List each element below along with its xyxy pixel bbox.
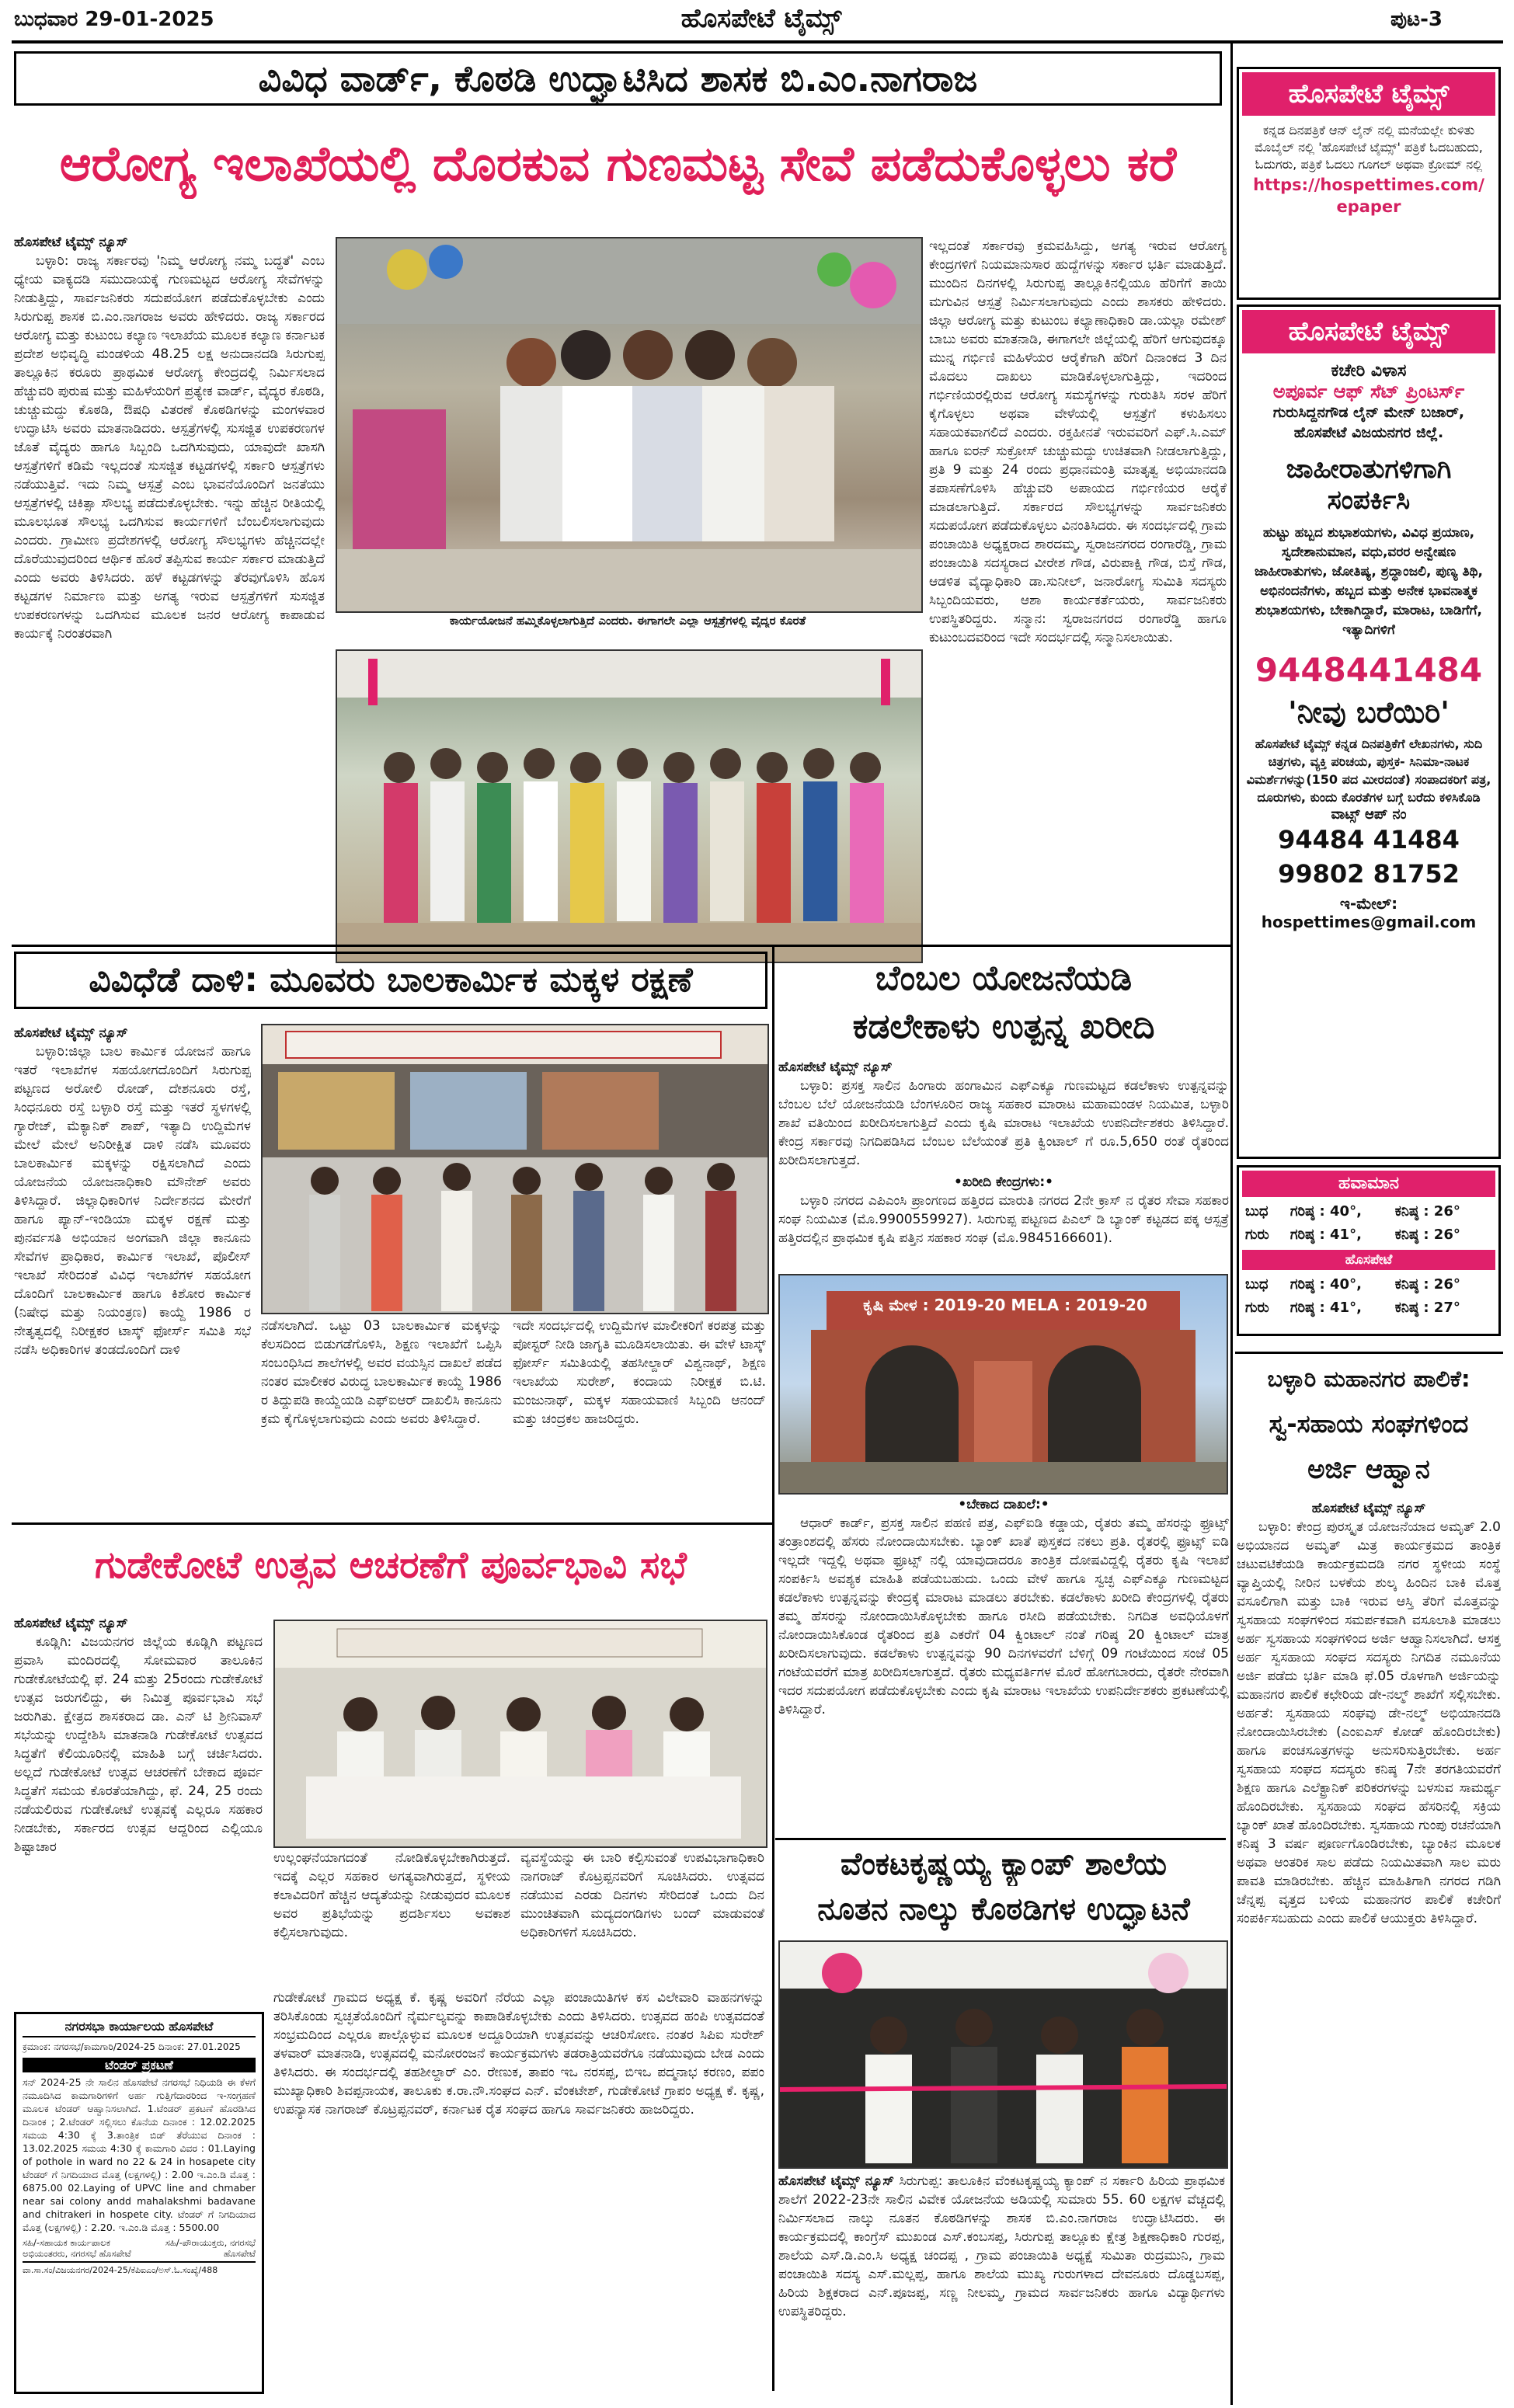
story6-body: ಬಳ್ಳಾರಿ: ಕೇಂದ್ರ ಪುರಸ್ಕೃತ ಯೋಜನೆಯಾದ ಅಮೃತ್ 2.0 ಅಭಿಯಾನದ ಅಮೃತ್ ಮಿತ್ರ ಕಾರ್ಯಕ್ರಮದ ತಾಂತ್ರಿಕ ಚಟುವಟಿಕೆಯಡಿ ಕಾರ್ಯಕ್ರಮದಡಿ ನಗರ ಸ್ಥಳೀಯ ಸಂಸ್ಥೆ ವ್ಯಾಪ್ತಿಯಲ್ಲಿ ನೀರಿನ ಬಳಕೆಯ ಶುಲ್ಕ ಹಿಂದಿನ ಬಾಕಿ ಮೊತ್ತ ವಸೂಲಿಗಾಗಿ ಮತ್ತು ಬಾಕಿ ಇರುವ ಆಸ್ತಿ ತೆರಿಗೆ ಮೊತ್ತವನ್ನು ಸ್ವಸಹಾಯ ಸಂಘಗಳಿಂದ ಸಮರ್ಪಕವಾಗಿ ವಸೂಲಾತಿ ಮಾಡಲು ಅರ್ಹ ಸ್ವಸಹಾಯ ಸಂಘಗಳಿಂದ ಅರ್ಜಿ ಆಹ್ವಾನಿಸಲಾಗಿದೆ. ಆಸಕ್ತ ಅರ್ಹ ಸ್ವಸಹಾಯ ಸಂಘದ ಸದಸ್ಯರು ನಿಗದಿತ ನಮೂನೆಯ ಅರ್ಜಿ ಪಡೆದು ಭರ್ತಿ ಮಾಡಿ ಫೆ.05 ರೊಳಗಾಗಿ ಅರ್ಜಿಯನ್ನು ಮಹಾನಗರ ಪಾಲಿಕೆ ಕಛೇರಿಯ ಡೇ-ನಲ್ಮ್ ಶಾಖೆಗೆ ಸಲ್ಲಿಸಬೇಕು. ಅರ್ಹತೆ: ಸ್ವಸಹಾಯ ಸಂಘವು ಡೇ-ನಲ್ಮ್ ಅಭಿಯಾನದಡಿ ನೋಂದಾಯಿಸಿರಬೇಕು (ಎಂಐಎಸ್ ಕೋಡ್ ಹೊಂದಿರಬೇಕು) ಹಾಗೂ ಪಂಚಸೂತ್ರಗಳನ್ನು ಅನುಸರಿಸುತ್ತಿರಬೇಕು. ಅರ್ಹ ಸ್ವಸಹಾಯ ಸಂಘದ ಸದಸ್ಯರು ಕನಿಷ್ಠ 7ನೇ ತರಗತಿಯವರೆಗೆ ಶಿಕ್ಷಣ ಹಾಗೂ ಎಲೆಕ್ಟ್ರಾನಿಕ್ ಪರಿಕರಗಳನ್ನು ಬಳಸುವ ಸಾಮರ್ಥ್ಯ ಹೊಂದಿರಬೇಕು. ಸ್ವಸಹಾಯ ಸಂಘದ ಹೆಸರಿನಲ್ಲಿ ಸಕ್ರಿಯ ಬ್ಯಾಂಕ್ ಖಾತೆ ಹೊಂದಿರಬೇಕು. ಸ್ವಸಹಾಯ ಗುಂಪು ರಚನೆಯಾಗಿ ಕನಿಷ್ಠ 3 ವರ್ಷ ಪೂರ್ಣಗೊಂಡಿರಬೇಕು, ಬ್ಯಾಂಕಿನ ಮೂಲಕ ಅಥವಾ ಆಂತರಿಕ ಸಾಲ ಪಡೆದು ನಿಯಮಿತವಾಗಿ ಸಾಲ ಮರು ಪಾವತಿ ಮಾಡಿರಬೇಕು. ಹೆಚ್ಚಿನ ಮಾಹಿತಿಗಾಗಿ ನಗರದ ಗಡಿಗಿ ಚೆನ್ನಪ್ಪ ವೃತ್ತದ ಬಳಿಯ ಮಹಾನಗರ ಪಾಲಿಕೆ ಕಚೇರಿಗೆ ಸಂಪರ್ಕಿಸಬಹುದು ಎಂದು ಪಾಲಿಕೆ ಆಯುಕ್ತರು ತಿಳಿಸಿದ್ದಾರೆ. [1237,1519,1501,1926]
weather-rows-a [1245,1200,1492,1247]
weather-box [1237,1165,1501,1336]
sidebar-ad-online [1237,67,1501,300]
story5-body: ಸಿರುಗುಪ್ಪ: ತಾಲೂಕಿನ ವೆಂಕಟಕೃಷ್ಣಯ್ಯ ಕ್ಯಾಂಪ್ ನ ಸರ್ಕಾರಿ ಹಿರಿಯ ಪ್ರಾಥಮಿಕ ಶಾಲೆಗೆ 2022-23ನೇ ಸಾಲಿನ ವಿವೇಕ ಯೋಜನೆಯ ಅಡಿಯಲ್ಲಿ ಸುಮಾರು 55. 60 ಲಕ್ಷಗಳ ವೆಚ್ಚದಲ್ಲಿ ನಿರ್ಮಿಸಲಾದ ನಾಲ್ಕು ನೂತನ ಕೊಠಡಿಗಳನ್ನು ಶಾಸಕ ಬಿ.ಎಂ.ನಾಗರಾಜ ಉದ್ಘಾಟಿಸಿದರು. ಈ ಕಾರ್ಯಕ್ರಮದಲ್ಲಿ ಕಾಂಗ್ರೆಸ್ ಮುಖಂಡ ಎಸ್.ಕಂಬಸಪ್ಪ, ಸಿರುಗುಪ್ಪ ತಾಲ್ಲೂಕು ಕ್ಷೇತ್ರ ಶಿಕ್ಷಣಾಧಿಕಾರಿ ಗುರಪ್ಪ, ಶಾಲೆಯ ಎಸ್.ಡಿ.ಎಂ.ಸಿ ಅಧ್ಯಕ್ಷ ಚಂದಪ್ಪ , ಗ್ರಾಮ ಪಂಚಾಯಿತಿ ಅಧ್ಯಕ್ಷೆ ಸುಮಿತಾ ರುದ್ರಮುನಿ, ಗ್ರಾಮ ಪಂಚಾಯಿತಿ ಸದಸ್ಯ ಎಸ್.ಮಲ್ಲಪ್ಪ, ಹಾಗೂ ಶಾಲೆಯ ಮುಖ್ಯ ಗುರುಗಳಾದ ದೇವನೂರು ದೊಡ್ಡಬಸಪ್ಪ, ಹಿರಿಯ ಶಿಕ್ಷಕರಾದ ಎನ್.ಪೂಜಪ್ಪ, ಸಣ್ಣ ನೀಲಮ್ಮ, ಗ್ರಾಮದ ಸಾರ್ವಜನಿಕರು ಹಾಗೂ ವಿದ್ಯಾರ್ಥಿಗಳು ಉಪಸ್ಥಿತರಿದ್ದರು. [778,2173,1225,2319]
story6-headline-line-1: ಬಳ್ಳಾರಿ ಮಹಾನಗರ ಪಾಲಿಕೆ: [1267,1366,1470,1392]
story5-text [778,2172,1225,2393]
tender-body: ಸನ್ 2024-25 ನೇ ಸಾಲಿನ ಹೊಸಪೇಟೆ ನಗರಸಭೆ ನಿಧಿಯಡಿ ಈ ಕೆಳಗೆ ನಮೂದಿಸಿದ ಕಾಮಗಾರಿಗಳಿಗೆ ಅರ್ಹ ಗುತ್ತಿಗೆದಾರರಿಂದ ಇ-ಸಂಗ್ರಹಣೆ ಮೂಲಕ ಟೆಂಡರ್ ಆಹ್ವಾನಿಸಲಾಗಿದೆ. 1.ಟೆಂಡರ್ ಪ್ರಕಟಣೆ ಹೊರಡಿಸಿದ ದಿನಾಂಕ ; 2.ಟೆಂಡರ್ ಸಲ್ಲಿಸಲು ಕೊನೆಯ ದಿನಾಂಕ : 12.02.2025 ಸಮಯ 4:30 ಕ್ಕೆ 3.ತಾಂತ್ರಿಕ ಬಿಡ್ ತೆರೆಯುವ ದಿನಾಂಕ : 13.02.2025 ಸಮಯ 4:30 ಕ್ಕೆ ಕಾಮಗಾರಿ ವಿವರ : 01.Laying of pothole in ward no 22 & 24 in hosapete city ಟೆಂಡರ್ ಗೆ ನಿಗದಿಯಾದ ಮೊತ್ತ (ಲಕ್ಷಗಳಲ್ಲಿ) : 2.00 ಇ.ಎಂ.ಡಿ ಮೊತ್ತ : 6875.00 02.Laying of UPVC line and chmaber near sai colony andd mahalakshmi badavane and chitrakeri in hospete city. ಟೆಂಡರ್ ಗೆ ನಿಗದಿಯಾದ ಮೊತ್ತ (ಲಕ್ಷಗಳಲ್ಲಿ) : 2.20. ಇ.ಎಂ.ಡಿ ಮೊತ್ತ : 5500.00 [23,2076,256,2233]
story5-headline-line-2: ನೂತನ ನಾಲ್ಕು ಕೊಠಡಿಗಳ ಉದ್ಘಾಟನೆ [817,1891,1190,1927]
story3-photo-banner: ಕೃಷಿ ಮೇಳ : 2019-20 MELA : 2019-20 [863,1296,1147,1314]
story1-photo-1 [336,237,923,613]
ad2-address: ಗುರುಸಿದ್ದನಗೌಡ ಲೈನ್ ಮೇನ್ ಬಜಾರ್, ಹೊಸಪೇಟೆ ವಿಜಯನಗರ ಜಿಲ್ಲೆ. [1272,404,1465,441]
story5-photo-art [780,1942,1227,2167]
story3-photo [778,1274,1228,1495]
weather-max: ಗರಿಷ್ಠ : 40°, [1290,1203,1362,1220]
story1-column-3: ಇಲ್ಲದಂತೆ ಸರ್ಕಾರವು ಕ್ರಮವಹಿಸಿದ್ದು, ಅಗತ್ಯ ಇರುವ ಆರೋಗ್ಯ ಕೇಂದ್ರಗಳಿಗೆ ನಿಯಮಾನುಸಾರ ಹುದ್ದೆಗಳನ್ನು ಸರ್ಕಾರ ಭರ್ತಿ ಮಾಡುತ್ತಿದೆ. ಮುಂದಿನ ದಿನಗಳಲ್ಲಿ ಸಿರುಗುಪ್ಪ ತಾಲ್ಲೂಕಿನಲ್ಲಿಯೂ ಹೆರಿಗೆಗೆ ತಾಯಿ ಮಗುವಿನ ಆಸ್ಪತ್ರೆ ನಿರ್ಮಿಸಲಾಗುವುದು ಎಂದು ಶಾಸಕರು ಹೇಳಿದರು. ಜಿಲ್ಲಾ ಆರೋಗ್ಯ ಮತ್ತು ಕುಟುಂಬ ಕಲ್ಯಾಣಾಧಿಕಾರಿ ಡಾ.ಯಲ್ಲಾ ರಮೇಶ್ ಬಾಬು ಅವರು ಮಾತನಾಡಿ, ಈಗಾಗಲೇ ಜಿಲ್ಲೆಯಲ್ಲಿ ಹೆರಿಗೆ ಆಗುವುದಕ್ಕೂ ಮುನ್ನ ಗರ್ಭಿಣಿ ಮಹಿಳೆಯರ ಆರೈಕೆಗಾಗಿ ಹೆರಿಗೆ ದಿನಾಂಕದ 3 ದಿನ ಮೊದಲು ದಾಖಲು ಮಾಡಿಕೊಳ್ಳಲಾಗುತ್ತಿದ್ದು, ಇದರಿಂದ ಗರ್ಭಿಣಿಯರಲ್ಲಿರುವ ಆರೋಗ್ಯ ಸಮಸ್ಯೆಗಳನ್ನು ಗುರುತಿಸಿ ಸರಳ ಹೆರಿಗೆ ಕೈಗೊಳ್ಳಲು ಅಥವಾ ವೇಳೆಯಲ್ಲಿ ಆಸ್ಪತ್ರೆಗೆ ಕಳುಹಿಸಲು ಸಹಾಯಕವಾಗಲಿದೆ ಎಂದರು. ರಕ್ತಹೀನತೆ ಇರುವವರಿಗೆ ಎಫ್.ಸಿ.ಎಮ್ ಹಾಗೂ ಐರನ್ ಸುಕ್ರೋಸ್ ಚುಚ್ಚುಮದ್ದು ಉಚಿತವಾಗಿ ನೀಡಲಾಗುತ್ತಿದ್ದು, ಪ್ರತಿ 9 ಮತ್ತು 24 ರಂದು ಪ್ರಧಾನಮಂತ್ರಿ ಮಾತೃತ್ವ ಅಭಿಯಾನದಡಿ ತಪಾಸಣೆಗೊಳಿಸಿ ಹೆಚ್ಚುವರಿ ಅಪಾಯದ ಗರ್ಭಿಣಿಯರ ಆರೈಕೆ ಮಾಡಲಾಗುತ್ತಿದೆ. ಸರ್ಕಾರದ ಸೌಲಭ್ಯಗಳನ್ನು ಸಾರ್ವಜನಿಕರು ಸದುಪಯೋಗ ಪಡೆದುಕೊಳ್ಳಲು ವಿನಂತಿಸಿದರು. ಈ ಸಂದರ್ಭದಲ್ಲಿ ಗ್ರಾಮ ಪಂಚಾಯಿತಿ ಅಧ್ಯಕ್ಷರಾದ ಶಾರದಮ್ಮ, ಸ್ವರಾಜನಗರದ ರಂಗಾರೆಡ್ಡಿ, ಗ್ರಾಮ ಪಂಚಾಯಿತಿ ಸದಸ್ಯರಾದ ವೀರೇಶ ಗೌಡ, ವಿರುಪಾಕ್ಷಿ ಗೌಡ, ಬಿಸ್ತೆ ಗೌಡ, ಆಡಳಿತ ವೈದ್ಯಾಧಿಕಾರಿ ಡಾ.ಸುನೀಲ್, ಜನಾರೋಗ್ಯ ಸುಮಿತಿ ಸದಸ್ಯರು ಸಿಬ್ಬಂದಿಯವರು, ಆಶಾ ಕಾರ್ಯಕರ್ತೆಯರು, ಸಾರ್ವಜನಿಕರು ಉಪಸ್ಥಿತರಿದ್ದರು. ಸನ್ಮಾನ: ಸ್ವರಾಜನಗರದ ರಂಗಾರೆಡ್ಡಿ ಹಾಗೂ ಕುಟುಂಬದವರಿಂದ ಇದೇ ಸಂದರ್ಭದಲ್ಲಿ ಸನ್ಮಾನಿಸಲಾಯಿತು. [929,238,1227,645]
weather-max: ಗರಿಷ್ಠ : 40°, [1290,1276,1362,1293]
story3-bottom-text [778,1495,1229,1829]
sidebar-ad-office [1237,304,1501,1159]
tender-ref: ಕ್ರಮಾಂಕ: ನಗರಸಭೆ/ಕಾಮಗಾರಿ/2024-25 ದಿನಾಂಕ: 27.01.2025 [23,2041,241,2052]
weather-day: ಗುರು [1245,1300,1269,1316]
story2-headline: ವಿವಿಧೆಡೆ ದಾಳಿ: ಮೂವರು ಬಾಲಕಾರ್ಮಿಕ ಮಕ್ಕಳ ರಕ್ಷಣೆ [14,952,767,1009]
ad3-phone-2[interactable]: 99802 81752 [1278,859,1460,889]
story1-body-1: ಬಳ್ಳಾರಿ: ರಾಜ್ಯ ಸರ್ಕಾರವು 'ನಿಮ್ಮ ಆರೋಗ್ಯ ನಮ್ಮ ಬದ್ಧತೆ' ಎಂಬ ಧ್ಯೇಯ ವಾಕ್ಯದಡಿ ಸಮುದಾಯಕ್ಕೆ ಗುಣಮಟ್ಟದ ಆರೋಗ್ಯ ಸೇವೆಗಳನ್ನು ನೀಡುತ್ತಿದ್ದು, ಸಾರ್ವಜನಿಕರು ಸದುಪಯೋಗ ಪಡೆದುಕೊಳ್ಳಬೇಕು ಎಂದು ಸಿರುಗುಪ್ಪ ಶಾಸಕ ಬಿ.ಎಂ.ನಾಗರಾಜ ಅವರು ಹೇಳಿದರು. ರಾಜ್ಯ ಸರ್ಕಾರದ ಆರೋಗ್ಯ ಮತ್ತು ಕುಟುಂಬ ಕಲ್ಯಾಣ ಇಲಾಖೆಯ ಮೂಲಕ ಕಲ್ಯಾಣ ಕರ್ನಾಟಕ ಪ್ರದೇಶ ಅಭಿವೃದ್ಧಿ ಮಂಡಳಿಯ 48.25 ಲಕ್ಷ ಅನುದಾನದಡಿ ಸಿರುಗುಪ್ಪ ತಾಲ್ಲೂಕಿನ ಕರೂರು ಪ್ರಾಥಮಿಕ ಆರೋಗ್ಯ ಕೇಂದ್ರದಲ್ಲಿ ನಿರ್ಮಿಸಲಾದ ಹೆಚ್ಚುವರಿ ಪುರುಷ ಮತ್ತು ಮಹಿಳೆಯರಿಗೆ ಪ್ರತ್ಯೇಕ ವಾರ್ಡ್, ವೈದ್ಯರ ಕೊಠಡಿ, ಚುಚ್ಚುಮದ್ದು ಕೊಠಡಿ, ಔಷಧಿ ವಿತರಣೆ ಕೊಠಡಿಗಳನ್ನು ಮಂಗಳವಾರ ಉದ್ಘಾಟಿಸಿ ಅವರು ಮಾತನಾಡಿದರು. ಆಸ್ಪತ್ರೆಗಳಲ್ಲಿ ಸುಸಜ್ಜಿತ ಉಪಕರಣಗಳ ಜೊತೆ ವೈದ್ಯರು ಹಾಗೂ ಸಿಬ್ಬಂದಿ ಒದಗಿಸುವುದು, ಯಾವುದೇ ಖಾಸಗಿ ಆಸ್ಪತ್ರೆಗಳಿಗೆ ಕಡಿಮೆ ಇಲ್ಲದಂತೆ ಸುಸಜ್ಜಿತ ಕಟ್ಟಡಗಳಲ್ಲಿ ಸರ್ಕಾರಿ ಆಸ್ಪತ್ರೆಗಳು ನಡೆಯುತ್ತಿವೆ. ಇದು ನಿಮ್ಮ ಆಸ್ಪತ್ರೆ ಎಂಬ ಭಾವನೆಯೊಂದಿಗೆ ಜನತೆಯು ಆಸ್ಪತ್ರೆಗಳಲ್ಲಿ ಚಿಕಿತ್ಸಾ ಸೌಲಭ್ಯ ಪಡೆದುಕೊಳ್ಳಬೇಕು. ಇನ್ನು ಹೆಚ್ಚಿನ ರೀತಿಯಲ್ಲಿ ಮೂಲಭೂತ ಸೌಲಭ್ಯ ಒದಗಿಸುವ ಕಾರ್ಯಗಳಿಗೆ ಬೆಂಬಲಿಸಲಾಗುವುದು ಎಂದರು. ಗ್ರಾಮೀಣ ಪ್ರದೇಶಗಳಲ್ಲಿ ಆರೋಗ್ಯ ಸೌಲಭ್ಯಗಳು ಹೆಚ್ಚಿನದಲ್ಲೇ ದೊರೆಯುವುದರಿಂದ ಆರ್ಥಿಕ ಹೊರೆ ತಪ್ಪಿಸುವ ಕಾರ್ಯ ಸರ್ಕಾರ ಮಾಡುತ್ತಿದೆ ಎಂದು ಅವರು ತಿಳಿಸಿದರು. ಹಳೆ ಕಟ್ಟಡಗಳನ್ನು ತೆರವುಗೊಳಿಸಿ ಹೊಸ ಕಟ್ಟಡಗಳ ನಿರ್ಮಾಣ ಮತ್ತು ಅಗತ್ಯ ಇರುವ ಆಸ್ಪತ್ರೆಗಳಿಗೆ ಸುಸಜ್ಜಿತ ಉಪಕರಣಗಳನ್ನು ಒದಗಿಸುವ ಮೂಲಕ ಜನರ ಆರೋಗ್ಯ ಕಾಪಾಡುವ ಕಾರ್ಯಕ್ಕೆ ನಿರಂತರವಾಗಿ [14,253,325,642]
story4-column-3: ವ್ಯವಸ್ಥೆಯನ್ನು ಈ ಬಾರಿ ಕಲ್ಪಿಸುವಂತೆ ಉಪವಿಭಾಗಾಧಿಕಾರಿ ನಾಗರಾಜ್ ಕೊಟ್ರಪ್ಪನವರಿಗೆ ಸೂಚಿಸಿದರು. ಉತ್ಸವದ ನಡೆಯುವ ಎರಡು ದಿನಗಳು ಸೇರಿದಂತೆ ಒಂದು ದಿನ ಮುಂಚಿತವಾಗಿ ಮದ್ಯದಂಗಡಿಗಳು ಬಂದ್ ಮಾಡುವಂತೆ ಅಧಿಕಾರಿಗಳಿಗೆ ಸೂಚಿಸಿದರು. [520,1850,764,1940]
story6-byline: ಹೊಸಪೇಟೆ ಟೈಮ್ಸ್ ನ್ಯೂಸ್ [1311,1501,1426,1516]
story6-text [1237,1499,1501,2392]
weather-rows-b [1245,1273,1492,1320]
story4-headline: ಗುಡೇಕೋಟೆ ಉತ್ಸವ ಆಚರಣೆಗೆ ಪೂರ್ವಭಾವಿ ಸಭೆ [95,1543,687,1587]
page-number: ಪುಟ-3 [1390,8,1443,31]
weather-max: ಗರಿಷ್ಠ : 41°, [1290,1227,1362,1243]
story3-para-1: ಬಳ್ಳಾರಿ: ಪ್ರಸಕ್ತ ಸಾಲಿನ ಹಿಂಗಾರು ಹಂಗಾಮಿನ ಎಫ್ಎಕ್ಯೂ ಗುಣಮಟ್ಟದ ಕಡಲೆಕಾಳು ಉತ್ಪನ್ನವನ್ನು ಬೆಂಬಲ ಬೆಲೆ ಯೋಜನೆಯಡಿ ಬೆಂಗಳೂರಿನ ರಾಜ್ಯ ಸಹಕಾರ ಮಾರಾಟ ಮಹಾಮಂಡಳ ನಿಯಮಿತ, ಬಳ್ಳಾರಿ ಶಾಖೆ ವತಿಯಿಂದ ಖರೀದಿಸಲಾಗುತ್ತಿದೆ ಎಂದು ಕೃಷಿ ಮಾರಾಟ ಇಲಾಖೆಯ ಉಪನಿರ್ದೇಶಕರು ತಿಳಿಸಿದ್ದಾರೆ. ಕೇಂದ್ರ ಸರ್ಕಾರವು ನಿಗದಿಪಡಿಸಿದ ಬೆಂಬಲ ಬೆಲೆಯಂತೆ ಪ್ರತಿ ಕ್ವಿಂಟಾಲ್ ಗೆ ರೂ.5,650 ರಂತೆ ರೈತರಿಂದ ಖರೀದಿಸಲಾಗುತ್ತದೆ. [778,1078,1229,1168]
issue-date: ಬುಧವಾರ 29-01-2025 [14,8,214,31]
story1-kicker: ವಿವಿಧ ವಾರ್ಡ್, ಕೊಠಡಿ ಉದ್ಘಾಟಿಸಿದ ಶಾಸಕ ಬಿ.ಎಂ.ನಾಗರಾಜ [14,51,1222,106]
story3-headline-line-2: ಕಡಲೇಕಾಳು ಉತ್ಪನ್ನ ಖರೀದಿ [852,1007,1155,1046]
ad3-text: ಹೊಸಪೇಟೆ ಟೈಮ್ಸ್ ಕನ್ನಡ ದಿನಪತ್ರಿಕೆಗೆ ಲೇಖನಗಳು, ಸುದಿ ಚಿತ್ರಗಳು, ವ್ಯಕ್ತಿ ಪರಿಚಯ, ಪುಸ್ತಕ- ಸಿನಿಮಾ-ನಾಟಕ ವಿಮರ್ಶೆಗಳನ್ನು(150 ಪದ ಮೀರದಂತೆ) ಸಂಪಾದಕರಿಗೆ ಪತ್ರ, ದೂರುಗಳು, ಕುಂದು ಕೊರತೆಗಳ ಬಗ್ಗೆ ಬರೆದು ಕಳಿಸಿಕೊಡಿ [1246,736,1491,805]
story5-photo [778,1940,1228,2169]
story2-photo [261,1024,769,1314]
weather-row [1245,1273,1492,1296]
story3-subhead-1: •ಖರೀದಿ ಕೇಂದ್ರಗಳು:• [954,1174,1053,1190]
story1-photo-1-caption: ಕಾರ್ಯಯೋಜನೆ ಹಮ್ಮಿಕೊಳ್ಳಲಾಗುತ್ತಿದೆ ಎಂದರು. ಈಗಾಗಲೇ ಎಲ್ಲಾ ಆಸ್ಪತ್ರೆಗಳಲ್ಲಿ ವೈದ್ಯರ ಕೊರತೆ [449,614,806,628]
story4-column-2b: ಗುಡೇಕೋಟೆ ಗ್ರಾಮದ ಅಧ್ಯಕ್ಷ ಕೆ. ಕೃಷ್ಣ ಅವರಿಗೆ ನೆರೆಯ ಎಲ್ಲಾ ಪಂಚಾಯಿತಿಗಳ ಕಸ ವಿಲೇವಾರಿ ವಾಹನಗಳನ್ನು ತರಿಸಿಕೊಂಡು ಸ್ವಚ್ಛತೆಯೊಂದಿಗೆ ನೈರ್ಮಲ್ಯವನ್ನು ಕಾಪಾಡಿಕೊಳ್ಳಬೇಕು ಎಂದು ತಿಳಿಸಿದರು. ಉತ್ಸವದ ಹಂಪಿ ಉತ್ಸವದಂತೆ ಸಂಭ್ರಮದಿಂದ ಎಲ್ಲರೂ ಪಾಲ್ಗೊಳ್ಳುವ ಮೂಲಕ ಅದ್ದೂರಿಯಾಗಿ ಉತ್ಸವವನ್ನು ಆಚರಿಸೋಣ. ನಂತರ ಸಿಪಿಐ ಸುರೇಶ್ ತಳವಾರ್ ಮಾತನಾಡಿ, ಉತ್ಸವದಲ್ಲಿ ಮನೋರಂಜನೆ ಕಾರ್ಯಕ್ರಮಗಳು ತಡರಾತ್ರಿಯವರೆಗೂ ನಡೆಯುವುದು ಬೇಡ ಎಂದು ತಿಳಿಸಿದರು. ಈ ಸಂದರ್ಭದಲ್ಲಿ ತಹಶೀಲ್ದಾರ್ ಎಂ. ರೇಣುಕ, ತಾಪಂ ಇಒ ನರಸಪ್ಪ, ಬಿಇಒ ಪದ್ಮನಾಭ ಕರಣಂ, ಪಪಂ ಮುಖ್ಯಾಧಿಕಾರಿ ಶಿವಪ್ಪನಾಯಕ, ತಾಲೂಕು ಕ.ರಾ.ನೌ.ಸಂಘದ ಎನ್. ವೆಂಕಟೇಶ್, ಗುಡೇಕೋಟೆ ಗ್ರಾಪಂ ಅಧ್ಯಕ್ಷ ಕೆ. ಕೃಷ್ಣ, ಉಪನ್ಯಾಸಕ ನಾಗರಾಜ್ ಕೊಟ್ರಪ್ಪನವರ್, ಕರ್ನಾಟಕ ರೈತ ಸಂಘದ ಹಾಗೂ ಸಾರ್ವಜನಿಕರು ಹಾಜರಿದ್ದರು. [273,1990,764,2117]
tender-sig-right: ಸಹಿ/-ಪೌರಾಯುಕ್ತರು, ನಗರಸಭೆ ಹೊಸಪೇಟೆ [165,2237,256,2259]
tender-title: ಟೆಂಡರ್ ಪ್ರಕಟಣೆ [23,2058,256,2072]
story1-photo-2-art [337,651,921,962]
story1-photo-1-art [337,238,921,611]
weather-min: ಕನಿಷ್ಠ : 27° [1394,1300,1460,1316]
story1-headline: ಆರೋಗ್ಯ ಇಲಾಖೆಯಲ್ಲಿ ದೊರಕುವ ಗುಣಮಟ್ಟ ಸೇವೆ ಪಡೆದುಕೊಳ್ಳಲು ಕರೆ [59,135,1177,192]
story3-headline-line-1: ಬೆಂಬಲ ಯೋಜನೆಯಡಿ [875,959,1133,998]
story4-byline: ಹೊಸಪೇಟೆ ಟೈಮ್ಸ್ ನ್ಯೂಸ್ [14,1616,128,1631]
story4-column-2: ಉಲ್ಲಂಘನೆಯಾಗದಂತೆ ನೋಡಿಕೊಳ್ಳಬೇಕಾಗಿರುತ್ತದೆ. ಇದಕ್ಕೆ ಎಲ್ಲರ ಸಹಕಾರ ಅಗತ್ಯವಾಗಿರುತ್ತದೆ, ಸ್ಥಳೀಯ ಕಲಾವಿದರಿಗೆ ಹೆಚ್ಚಿನ ಆದ್ಯತೆಯನ್ನು ನೀಡುವುದರ ಮೂಲಕ ಅವರ ಪ್ರತಿಭೆಯನ್ನು ಪ್ರದರ್ಶಿಸಲು ಅವಕಾಶ ಕಲ್ಪಿಸಲಾಗುವುದು. [273,1850,510,1940]
story3-subhead-2: •ಬೇಕಾದ ದಾಖಲೆ:• [958,1497,1049,1512]
story1-photo-2 [336,649,923,963]
ad1-url-line1[interactable]: https://hospettimes.com/ [1253,176,1484,194]
story4-photo [273,1620,767,1848]
tender-footer: ವಾ.ಸಾ.ಸಂ/ವಿಜಯನಗರ/2024-25/ಕೆಪಿಐಎಂ/ಅಸ್.ಓ.ಸಂಖ್ಯೆ/488 [23,2261,256,2278]
ad1-url-line2[interactable]: epaper [1336,197,1401,216]
story4-body-1: ಕೂಡ್ಲಿಗಿ: ವಿಜಯನಗರ ಜಿಲ್ಲೆಯ ಕೂಡ್ಲಿಗಿ ಪಟ್ಟಣದ ಪ್ರವಾಸಿ ಮಂದಿರದಲ್ಲಿ ಸೋಮವಾರ ತಾಲೂಕಿನ ಗುಡೇಕೋಟೆಯಲ್ಲಿ ಫೆ. 24 ಮತ್ತು 25ರಂದು ಗುಡೇಕೋಟೆ ಉತ್ಸವ ಜರುಗಲಿದ್ದು, ಈ ನಿಮಿತ್ತ ಪೂರ್ವಭಾವಿ ಸಭೆ ಜರುಗಿತು. ಕ್ಷೇತ್ರದ ಶಾಸಕರಾದ ಡಾ. ಎನ್ ಟಿ ಶ್ರೀನಿವಾಸ್ ಸಭೆಯನ್ನು ಉದ್ದೇಶಿಸಿ ಮಾತನಾಡಿ ಗುಡೇಕೋಟೆ ಉತ್ಸವದ ಸಿದ್ಧತೆಗೆ ಕೆಲಿಯೂರಿನಲ್ಲಿ ಮಾಹಿತಿ ಬಗ್ಗೆ ಚರ್ಚಿಸಿದರು. ಅಲ್ಲದೆ ಗುಡೇಕೋಟೆ ಉತ್ಸವ ಆಚರಣೆಗೆ ಬೇಕಾದ ಪೂರ್ವ ಸಿದ್ಧತೆಗೆ ಸಮಯ ಕೊರತೆಯಾಗಿದ್ದು, ಫೆ. 24, 25 ರಂದು ನಡೆಯಲಿರುವ ಗುಡೇಕೋಟೆ ಉತ್ಸವಕ್ಕೆ ಎಲ್ಲರೂ ಸಹಕಾರ ನೀಡಬೇಕು, ಸರ್ಕಾರದ ಉತ್ಸವ ಆದ್ದರಿಂದ ಎಲ್ಲಿಯೂ ಶಿಷ್ಟಾಚಾರ [14,1634,263,1855]
story4-column-1 [14,1614,263,1991]
ad1-banner: ಹೊಸಪೇಟೆ ಟೈಮ್ಸ್ [1242,72,1495,116]
ad2-heading-2: ಸಂಪರ್ಕಿಸಿ [1327,485,1411,516]
ad2-list: ಹುಟ್ಟು ಹಬ್ಬದ ಶುಭಾಶಯಗಳು, ವಿವಿಧ ಪ್ರಯಾಣ, ಸ್ವದೇಶಾನುಮಾನ, ವಧು,ವರರ ಅನ್ವೇಷಣ ಜಾಹೀರಾತುಗಳು, ಜೋತಿಷ್ಯ, ಶ್ರದ್ಧಾಂಜಲಿ, ಪುಣ್ಯ ತಿಥಿ, ಅಭಿನಂದನೆಗಳು, ಹಬ್ಬದ ಮತ್ತು ಅನೇಕ ಭಾವನಾತ್ಮಕ ಶುಭಾಶಯಗಳು, ಬೇಕಾಗಿದ್ದಾರೆ, ಮಾರಾಟ, ಬಾಡಿಗೆಗೆ, ಇತ್ಯಾದಿಗಳಿಗೆ [1255,525,1483,638]
weather-row [1245,1200,1492,1223]
weather-row [1245,1223,1492,1247]
weather-max: ಗರಿಷ್ಠ : 41°, [1290,1300,1362,1316]
ad1-text: ಕನ್ನಡ ದಿನಪತ್ರಿಕೆ ಆನ್ ಲೈನ್ ನಲ್ಲಿ ಮನೆಯಲ್ಲೇ ಕುಳಿತು ಮೊಬೈಲ್ ನಲ್ಲಿ 'ಹೊಸಪೇಟೆ ಟೈಮ್ಸ್' ಪತ್ರಿಕೆ ಓದಬಹುದು, ಓದುಗರು, ಪತ್ರಿಕೆ ಓದಲು ಗೂಗಲ್ ಅಥವಾ ಕ್ರೋಮ್ ನಲ್ಲಿ [1255,123,1483,172]
story3-top-text [778,1058,1229,1268]
story2-bottom-rule [12,1522,773,1525]
story3-para-2: ಬಳ್ಳಾರಿ ನಗರದ ಎಪಿಎಂಸಿ ಪ್ರಾಂಗಣದ ಹತ್ತಿರದ ಮಾರುತಿ ನಗರದ 2ನೇ ಕ್ರಾಸ್ ನ ರೈತರ ಸೇವಾ ಸಹಕಾರ ಸಂಘ ನಿಯಮಿತ (ಮೊ.9900559927). ಸಿರುಗುಪ್ಪ ಪಟ್ಟಣದ ಪಿಎಲ್ ಡಿ ಬ್ಯಾಂಕ್ ಕಟ್ಟಡದ ಪಕ್ಕ ಆಸ್ಪತ್ರೆ ಹತ್ತಿರದಲ್ಲಿನ ಪ್ರಾಥಮಿಕ ಕೃಷಿ ಪತ್ತಿನ ಸಹಕಾರ ಸಂಘ (ಮೊ.9845166601). [778,1193,1229,1246]
ad3-phone-1[interactable]: 94484 41484 [1278,825,1460,854]
story1-byline: ಹೊಸಪೇಟೆ ಟೈಮ್ಸ್ ನ್ಯೂಸ್ [14,235,128,250]
story5-byline: ಹೊಸಪೇಟೆ ಟೈಮ್ಸ್ ನ್ಯೂಸ್ [778,2173,894,2189]
story2-body-1: ಬಳ್ಳಾರಿ:ಜಿಲ್ಲಾ ಬಾಲ ಕಾರ್ಮಿಕ ಯೋಜನೆ ಹಾಗೂ ಇತರೆ ಇಲಾಖೆಗಳ ಸಹಯೋಗದೊಂದಿಗೆ ಸಿರುಗುಪ್ಪ ಪಟ್ಟಣದ ಅರೋಲಿ ರೋಡ್, ದೇಶನೂರು ರಸ್ತೆ, ಸಿಂಧನೂರು ರಸ್ತೆ ಬಳ್ಳಾರಿ ರಸ್ತೆ ಮತ್ತು ಇತರೆ ಸ್ಥಳಗಳಲ್ಲಿ ಗ್ಯಾರೇಜ್, ಮೆಕ್ಯಾನಿಕ್ ಶಾಪ್, ಇತ್ಯಾದಿ ಉದ್ದಿಮೆಗಳ ಮೇಲೆ ಮೇಲೆ ಅನಿರೀಕ್ಷಿತ ದಾಳಿ ನಡೆಸಿ ಮೂವರು ಬಾಲಕಾರ್ಮಿಕ ಮಕ್ಕಳನ್ನು ರಕ್ಷಿಸಲಾಗಿದೆ ಎಂದು ಯೋಜನೆಯ ಯೋಜನಾಧಿಕಾರಿ ಮೌನೇಶ್ ಅವರು ತಿಳಿಸಿದ್ದಾರೆ. ಜಿಲ್ಲಾಧಿಕಾರಿಗಳ ನಿರ್ದೇಶನದ ಮೇರೆಗೆ ಹಾಗೂ ಪ್ಯಾನ್-ಇಂಡಿಯಾ ಮಕ್ಕಳ ರಕ್ಷಣೆ ಮತ್ತು ಪುನರ್ವಸತಿ ಅಭಿಯಾನ ಅಂಗವಾಗಿ ಜಿಲ್ಲಾ ಕಾನೂನು ಸೇವೆಗಳ ಪ್ರಾಧಿಕಾರ, ಕಾರ್ಮಿಕ ಇಲಾಖೆ, ಪೊಲೀಸ್ ಇಲಾಖೆ ಸೇರಿದಂತೆ ವಿವಿಧ ಇಲಾಖೆಗಳ ಸಹಯೋಗ ದೊಂದಿಗೆ ಬಾಲಕಾರ್ಮಿಕ ಹಾಗೂ ಕಿಶೋರ ಕಾರ್ಮಿಕ (ನಿಷೇಧ ಮತ್ತು ನಿಯಂತ್ರಣ) ಕಾಯ್ದೆ 1986 ರ ನೇತೃತ್ವದಲ್ಲಿ ನಿರೀಕ್ಷಕರ ಟಾಸ್ಕ್ ಫೋರ್ಸ್ ಸಮಿತಿ ಸಭೆ ನಡೆಸಿ ಅಧಿಕಾರಿಗಳ ತಂಡದೊಂದಿಗೆ ದಾಳಿ [14,1044,251,1358]
ad2-heading-1: ಜಾಹೀರಾತುಗಳಿಗಾಗಿ [1286,454,1452,485]
weather-min: ಕನಿಷ್ಠ : 26° [1394,1227,1460,1243]
weather-day: ಬುಧ [1245,1203,1269,1220]
ad2-office: ಕಚೇರಿ ವಿಳಾಸ [1331,361,1407,381]
weather-min: ಕನಿಷ್ಠ : 26° [1394,1203,1460,1220]
story5-headline-line-1: ವೆಂಕಟಕೃಷ್ಣಯ್ಯ ಕ್ಯಾಂಪ್ ಶಾಲೆಯ [841,1846,1167,1882]
tender-office: ನಗರಸಭಾ ಕಾರ್ಯಾಲಯ ಹೊಸಪೇಟೆ [23,2019,256,2037]
tender-notice [14,2012,264,2394]
weather-title: ಹವಾಮಾನ [1242,1171,1495,1197]
masthead-rule [12,40,1503,43]
sidebar-left-rule [1230,43,1233,2405]
ad2-printer: ಅಪೂರ್ವ ಆಫ್ ಸೆಟ್ ಪ್ರಿಂಟರ್ಸ್ [1272,381,1465,402]
story2-photo-art [263,1025,767,1313]
story6-headline-line-2: ಸ್ವ-ಸಹಾಯ ಸಂಘಗಳಿಂದ [1269,1409,1469,1439]
weather-min: ಕನಿಷ್ಠ : 26° [1394,1276,1460,1293]
story4-photo-art [275,1621,766,1846]
ad2-banner: ಹೊಸಪೇಟೆ ಟೈಮ್ಸ್ [1242,310,1495,353]
ad3-email[interactable]: ಇ-ಮೇಲ್: hospettimes@gmail.com [1261,894,1477,931]
weather-day: ಗುರು [1245,1227,1269,1243]
ad3-heading: 'ನೀವು ಬರೆಯಿರಿ' [1288,695,1450,729]
story5-top-rule [775,1838,1226,1840]
weather-subtitle: ಹೊಸಪೇಟೆ [1242,1250,1495,1270]
weather-row [1245,1296,1492,1320]
paper-name: ಹೊಸಪೇಟೆ ಟೈಮ್ಸ್ [680,3,842,34]
story1-bottom-rule [12,945,1231,947]
weather-day: ಬುಧ [1245,1276,1269,1293]
story2-right-rule [772,946,774,2391]
story6-headline-line-3: ಅರ್ಜಿ ಆಹ್ವಾನ [1307,1454,1430,1485]
story2-column-1 [14,1024,251,1540]
story2-column-3: ಇದೇ ಸಂದರ್ಭದಲ್ಲಿ ಉದ್ದಿಮೆಗಳ ಮಾಲೀಕರಿಗೆ ಕರಪತ್ರ ಮತ್ತು ಪೋಸ್ಟರ್ ನೀಡಿ ಜಾಗೃತಿ ಮೂಡಿಸಲಾಯಿತು. ಈ ವೇಳೆ ಟಾಸ್ಕ್ ಫೋರ್ಸ್ ಸಮಿತಿಯಲ್ಲಿ ತಹಸೀಲ್ದಾರ್ ವಿಶ್ವನಾಥ್, ಶಿಕ್ಷಣ ಇಲಾಖೆಯ ಸುರೇಶ್, ಕಂದಾಯ ನಿರೀಕ್ಷಕ ಬಿ.ಟಿ. ಮಂಜುನಾಥ್, ಮಕ್ಕಳ ಸಹಾಯವಾಣಿ ಸಿಬ್ಬಂದಿ ಆನಂದ್ ಮತ್ತು ಚಂದ್ರಕಲ ಹಾಜರಿದ್ದರು. [513,1318,766,1427]
story6-top-rule [1235,1352,1503,1354]
story3-para-3: ಆಧಾರ್ ಕಾರ್ಡ್, ಪ್ರಸಕ್ತ ಸಾಲಿನ ಪಹಣಿ ಪತ್ರ, ಎಫ್ಐಡಿ ಕಡ್ಡಾಯ, ರೈತರು ತಮ್ಮ ಹೆಸರನ್ನು ಫ್ರೂಟ್ಸ್ ತಂತ್ರಾಂಶದಲ್ಲಿ ಹೆಸರು ನೋಂದಾಯಿಸಬೇಕು. ಬ್ಯಾಂಕ್ ಖಾತೆ ಪುಸ್ತಕದ ನಕಲು ಪ್ರತಿ. ರೈತರಲ್ಲಿ ಫ್ರೂಟ್ಸ್ ಐಡಿ ಇಲ್ಲದೇ ಇದ್ದಲ್ಲಿ ಅಥವಾ ಫ್ರೂಟ್ಸ್ ನಲ್ಲಿ ಯಾವುದಾದರೂ ತಾಂತ್ರಿಕ ದೋಷವಿದ್ದಲ್ಲಿ ರೈತರು ಕೃಷಿ ಇಲಾಖೆ ಸಂಪರ್ಕಿಸಿ ಅವಶ್ಯಕ ಮಾಹಿತಿ ಪಡೆಯಬಹುದು. ಒಂದು ವೇಳೆ ಹಾಗೂ ಸ್ವಚ್ಛ ಎಫ್ಎಕ್ಯೂ ಗುಣಮಟ್ಟದ ಕಡಲೆಕಾಳು ಉತ್ಪನ್ನವನ್ನು ಕೇಂದ್ರಕ್ಕೆ ಮಾರಾಟ ಮಾಡಲು ತರಬೇಕು. ಕಡಲೆಕಾಳು ಖರೀದಿ ಕೇಂದ್ರಗಳಲ್ಲಿ ರೈತರು ತಮ್ಮ ಹೆಸರನ್ನು ನೋಂದಾಯಿಸಿಕೊಳ್ಳಬೇಕು ಹಾಗೂ ರಸೀದಿ ಪಡೆಯಬೇಕು. ನಿಗದಿತ ಅವಧಿಯೊಳಗೆ ನೋಂದಾಯಿಸಿಕೊಂಡ ರೈತರಿಂದ ಪ್ರತಿ ಎಕರೆಗೆ 04 ಕ್ವಿಂಟಾಲ್ ನಂತೆ ಗರಿಷ್ಠ 20 ಕ್ವಿಂಟಾಲ್ ಮಾತ್ರ ಖರೀದಿಸಲಾಗುವುದು. ಕಡಲೆಕಾಳು ಉತ್ಪನ್ನವನ್ನು 90 ದಿನಗಳವರೆಗೆ ಬೆಳಿಗ್ಗೆ 09 ಗಂಟೆಯಿಂದ ಸಂಜೆ 05 ಗಂಟೆಯವರೆಗೆ ಮಾತ್ರ ಖರೀದಿಸಲಾಗುತ್ತದೆ. ರೈತರು ಮಧ್ಯವರ್ತಿಗಳ ಮೊರೆ ಹೋಗಬಾರದು, ರೈತರೇ ನೇರವಾಗಿ ಇದರ ಸದುಪಯೋಗ ಪಡೆದುಕೊಳ್ಳಬೇಕು ಎಂದು ಕೃಷಿ ಮಾರಾಟ ಇಲಾಖೆಯ ಉಪನಿರ್ದೇಶಕರು ಪ್ರಕಟಣೆಯಲ್ಲಿ ತಿಳಿಸಿದ್ದಾರೆ. [778,1515,1229,1717]
ad2-phone[interactable]: 9448441484 [1255,651,1483,689]
story2-byline: ಹೊಸಪೇಟೆ ಟೈಮ್ಸ್ ನ್ಯೂಸ್ [14,1025,128,1041]
story3-byline: ಹೊಸಪೇಟೆ ಟೈಮ್ಸ್ ನ್ಯೂಸ್ [778,1060,893,1075]
ad3-whatsapp: ವಾಟ್ಸ್ ಆಪ್ ನಂ [1331,806,1407,823]
story2-column-2: ನಡೆಸಲಾಗಿದೆ. ಒಟ್ಟು 03 ಬಾಲಕಾರ್ಮಿಕ ಮಕ್ಕಳನ್ನು ಕೆಲಸದಿಂದ ಬಿಡುಗಡೆಗೊಳಿಸಿ, ಶಿಕ್ಷಣ ಇಲಾಖೆಗೆ ಒಪ್ಪಿಸಿ ಸಂಬಂಧಿಸಿದ ಶಾಲೆಗಳಲ್ಲಿ ಅವರ ವಯಸ್ಸಿನ ದಾಖಲೆ ಪಡೆದ ನಂತರ ಮಾಲೀಕರ ವಿರುದ್ಧ ಬಾಲಕಾರ್ಮಿಕ ಕಾಯ್ದೆ 1986 ರ ತಿದ್ದುಪಡಿ ಕಾಯ್ದೆಯಡಿ ಎಫ್ಐಆರ್ ದಾಖಲಿಸಿ ಕಾನೂನು ಕ್ರಮ ಕೈಗೊಳ್ಳಲಾಗುವುದು ಎಂದು ಅವರು ತಿಳಿಸಿದ್ದಾರೆ. [261,1318,502,1427]
tender-sig-left: ಸಹಿ/-ಸಹಾಯಕ ಕಾರ್ಯಪಾಲಕ ಅಭಿಯಂತರರು, ನಗರಸಭೆ ಹೊಸಪೇಟೆ [23,2237,131,2259]
